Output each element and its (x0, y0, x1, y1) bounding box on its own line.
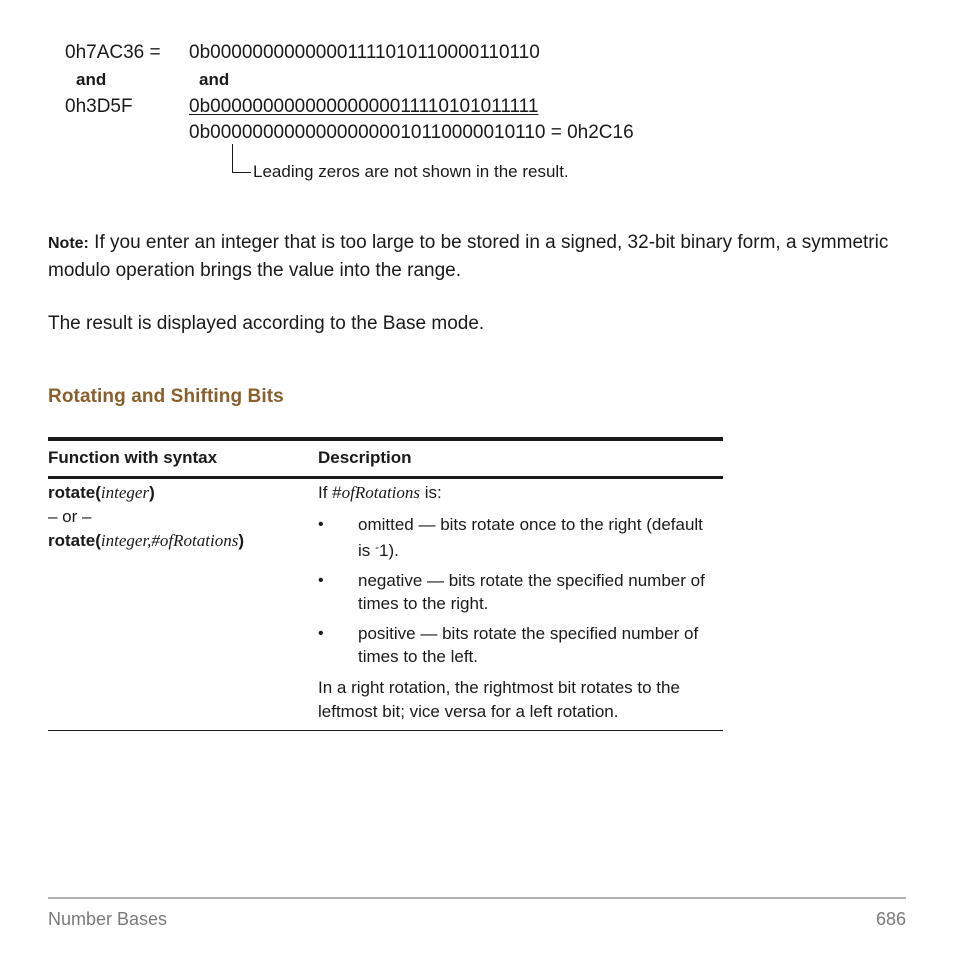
section-heading: Rotating and Shifting Bits (48, 386, 284, 407)
table-header-description: Description (318, 448, 412, 467)
example-callout: Leading zeros are not shown in the result. (253, 162, 569, 181)
intro-arg: ofRotations (341, 483, 421, 502)
rotate-close: ) (149, 483, 155, 502)
example-operand2-binary: 0b00000000000000000011110101011111 (189, 96, 539, 117)
rotate-arg: integer (100, 483, 150, 502)
example-operand2-label: 0h3D5F (65, 96, 133, 117)
bullet-dot: • (318, 516, 324, 533)
intro-prefix: If # (318, 483, 342, 502)
bullet-omitted-text-a: omitted — bits rotate once to the right (default is (358, 515, 703, 560)
example-operand1-binary: 0b00000000000001111010110000110110 (189, 42, 540, 63)
bullet-dot: • (318, 572, 324, 589)
note-paragraph (48, 229, 918, 284)
bullet-negative-text: negative — bits rotate the specified number of times to the right. (358, 571, 705, 613)
table-row (48, 479, 723, 730)
bullet-positive-text: positive — bits rotate the specified number of times to the left. (358, 624, 699, 666)
description-closing: In a right rotation, the rightmost bit rotates to the leftmost bit; vice versa for a left rotation. (318, 678, 680, 721)
rotate-fn-name: rotate( (48, 483, 101, 502)
footer-page-number: 686 (875, 909, 906, 929)
footer-rule (48, 897, 906, 899)
rotate2-fn-name: rotate( (48, 531, 101, 550)
table-bottom-rule (48, 730, 723, 731)
negative-sign: - (375, 540, 379, 554)
function-table (48, 437, 723, 731)
note-label: Note: (48, 235, 89, 252)
example-and-right: and (199, 70, 230, 89)
syntax-rotate-2 (48, 530, 244, 552)
example-result: 0b00000000000000000010110000010110 = 0h2C16 (189, 122, 634, 143)
bullet-dot: • (318, 625, 324, 642)
bullet-omitted-text-b: 1). (379, 541, 399, 560)
example-operand1-label: 0h7AC36 = (65, 42, 161, 63)
bullet-omitted-text (358, 513, 718, 562)
callout-connector (232, 144, 251, 173)
example-and-left: and (76, 70, 107, 89)
footer-section-title: Number Bases (48, 909, 168, 929)
syntax-or: – or – (48, 507, 92, 526)
description-intro (318, 482, 442, 504)
base-mode-paragraph: The result is displayed according to the Base mode. (48, 313, 485, 334)
rotate2-args: integer,#ofRotations (100, 531, 239, 550)
table-header-row (48, 441, 723, 476)
intro-suffix: is: (420, 483, 442, 502)
syntax-rotate-1 (48, 482, 155, 504)
rotate2-close: ) (238, 531, 244, 550)
table-header-function: Function with syntax (48, 448, 218, 467)
note-text: If you enter an integer that is too large to be stored in a signed, 32-bit binary form, a symmetric modulo operation brings the value into the range. (48, 232, 889, 281)
